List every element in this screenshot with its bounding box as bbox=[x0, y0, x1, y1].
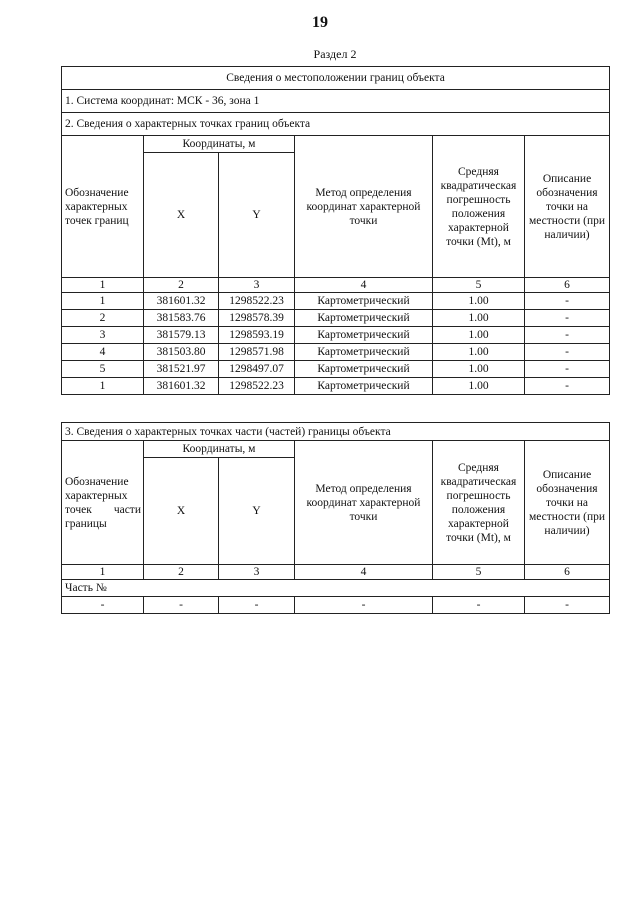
point-method: Картометрический bbox=[295, 344, 433, 361]
point-number: 2 bbox=[62, 310, 144, 327]
col-number: 6 bbox=[525, 565, 610, 580]
point-number: 5 bbox=[62, 361, 144, 378]
point-y: 1298522.23 bbox=[219, 293, 295, 310]
col-number: 6 bbox=[525, 278, 610, 293]
column-numbers-row bbox=[62, 565, 610, 580]
header-y: Y bbox=[219, 153, 295, 278]
point-mt: 1.00 bbox=[433, 310, 525, 327]
point-desc: - bbox=[525, 361, 610, 378]
point-mt: 1.00 bbox=[433, 361, 525, 378]
col-number: 4 bbox=[295, 278, 433, 293]
part-boundary-points-table bbox=[61, 422, 610, 614]
point-number: 3 bbox=[62, 327, 144, 344]
col-number: 2 bbox=[144, 278, 219, 293]
point-x: 381503.80 bbox=[144, 344, 219, 361]
point-x: 381521.97 bbox=[144, 361, 219, 378]
point-desc: - bbox=[525, 293, 610, 310]
point-x: 381583.76 bbox=[144, 310, 219, 327]
col-number: 5 bbox=[433, 565, 525, 580]
point-mt: 1.00 bbox=[433, 327, 525, 344]
point-y: 1298522.23 bbox=[219, 378, 295, 395]
page-number: 19 bbox=[312, 14, 328, 31]
empty-cell: - bbox=[62, 597, 144, 614]
header-method: Метод определения координат характерной точки bbox=[295, 441, 433, 565]
header-x: X bbox=[144, 458, 219, 565]
table-row bbox=[62, 293, 610, 310]
section-label: Раздел 2 bbox=[313, 47, 357, 61]
empty-cell: - bbox=[219, 597, 295, 614]
table-row bbox=[62, 327, 610, 344]
col-number: 5 bbox=[433, 278, 525, 293]
point-y: 1298571.98 bbox=[219, 344, 295, 361]
header-coordinates: Координаты, м bbox=[144, 136, 295, 153]
column-numbers-row bbox=[62, 278, 610, 293]
table-row bbox=[62, 597, 610, 614]
col-number: 3 bbox=[219, 565, 295, 580]
header-description: Описание обозначения точки на местности (при наличии) bbox=[525, 136, 610, 278]
table-row bbox=[62, 310, 610, 327]
point-x: 381601.32 bbox=[144, 293, 219, 310]
col-number: 4 bbox=[295, 565, 433, 580]
point-mt: 1.00 bbox=[433, 293, 525, 310]
header-designation: Обозначение характерных точек границ bbox=[62, 136, 144, 278]
header-coordinates: Координаты, м bbox=[144, 441, 295, 458]
point-x: 381601.32 bbox=[144, 378, 219, 395]
point-number: 1 bbox=[62, 293, 144, 310]
points-heading-row: 2. Сведения о характерных точках границ объекта bbox=[62, 113, 610, 136]
point-mt: 1.00 bbox=[433, 378, 525, 395]
point-method: Картометрический bbox=[295, 378, 433, 395]
header-y: Y bbox=[219, 458, 295, 565]
col-number: 1 bbox=[62, 565, 144, 580]
point-method: Картометрический bbox=[295, 310, 433, 327]
table-title: Сведения о местоположении границ объекта bbox=[62, 67, 610, 90]
point-method: Картометрический bbox=[295, 361, 433, 378]
point-desc: - bbox=[525, 344, 610, 361]
header-description: Описание обозначения точки на местности (при наличии) bbox=[525, 441, 610, 565]
header-method: Метод определения координат характерной точки bbox=[295, 136, 433, 278]
empty-cell: - bbox=[144, 597, 219, 614]
table-row bbox=[62, 344, 610, 361]
point-method: Картометрический bbox=[295, 293, 433, 310]
empty-cell: - bbox=[525, 597, 610, 614]
empty-cell: - bbox=[295, 597, 433, 614]
table-row bbox=[62, 378, 610, 395]
point-number: 4 bbox=[62, 344, 144, 361]
point-desc: - bbox=[525, 378, 610, 395]
empty-cell: - bbox=[433, 597, 525, 614]
point-desc: - bbox=[525, 310, 610, 327]
point-mt: 1.00 bbox=[433, 344, 525, 361]
header-accuracy: Средняя квадратическая погрешность положения характерной точки (Mt), м bbox=[433, 441, 525, 565]
header-designation: Обозначение характерных точек части границы bbox=[62, 441, 144, 565]
part-number-row: Часть № bbox=[62, 580, 610, 597]
point-number: 1 bbox=[62, 378, 144, 395]
point-x: 381579.13 bbox=[144, 327, 219, 344]
boundary-points-table bbox=[61, 66, 610, 395]
point-desc: - bbox=[525, 327, 610, 344]
col-number: 3 bbox=[219, 278, 295, 293]
point-y: 1298578.39 bbox=[219, 310, 295, 327]
col-number: 2 bbox=[144, 565, 219, 580]
point-y: 1298593.19 bbox=[219, 327, 295, 344]
col-number: 1 bbox=[62, 278, 144, 293]
point-method: Картометрический bbox=[295, 327, 433, 344]
header-accuracy: Средняя квадратическая погрешность положения характерной точки (Mt), м bbox=[433, 136, 525, 278]
table-row bbox=[62, 361, 610, 378]
part-points-heading-row: 3. Сведения о характерных точках части (частей) границы объекта bbox=[62, 423, 610, 441]
header-x: X bbox=[144, 153, 219, 278]
coord-system-row: 1. Система координат: МСК - 36, зона 1 bbox=[62, 90, 610, 113]
point-y: 1298497.07 bbox=[219, 361, 295, 378]
